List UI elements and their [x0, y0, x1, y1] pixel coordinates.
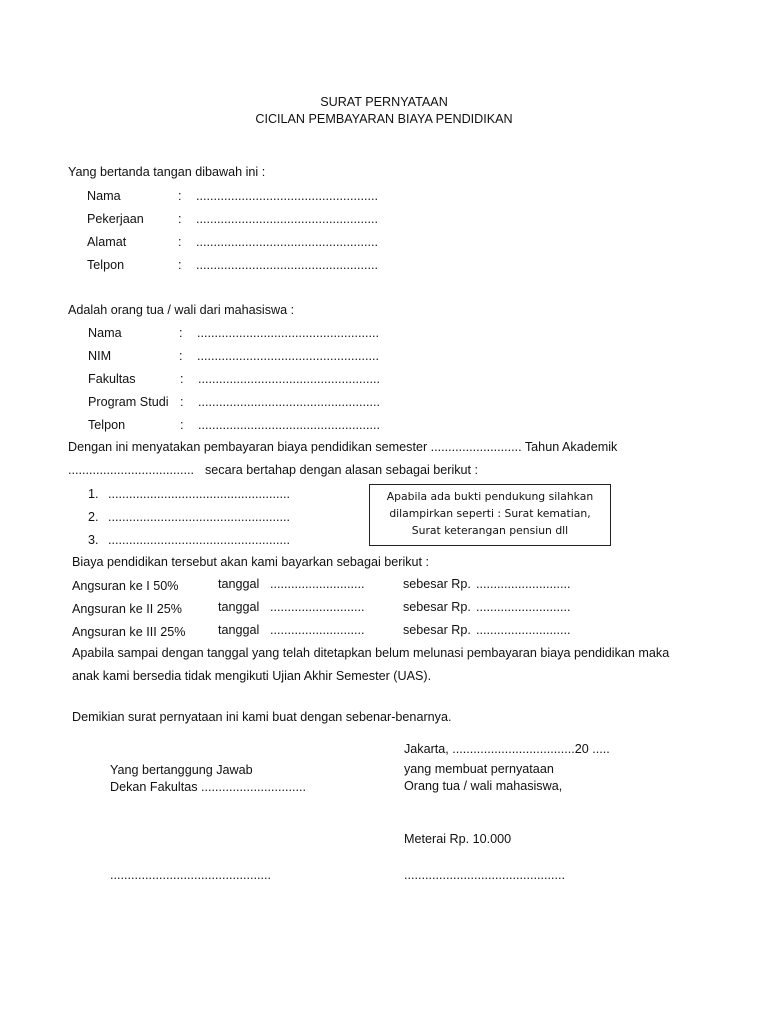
field-value-blank[interactable]: .................................................... — [196, 212, 378, 226]
section1-intro: Yang bertanda tangan dibawah ini : — [68, 165, 266, 179]
closing-statement: Demikian surat pernyataan ini kami buat dengan sebenar-benarnya. — [72, 710, 452, 724]
field-label: Nama — [87, 189, 121, 203]
installment-amount-label: sebesar Rp. — [403, 623, 471, 637]
field-value-blank[interactable]: .................................................... — [198, 372, 380, 386]
stamp-duty-label: Meterai Rp. 10.000 — [404, 832, 512, 846]
reason-number: 1. — [88, 487, 99, 501]
field-label: Alamat — [87, 235, 127, 249]
statement-line2: secara bertahap dengan alasan sebagai berikut : — [205, 463, 479, 477]
field-label: Program Studi — [88, 395, 169, 409]
installment-date-label: tanggal — [218, 577, 260, 591]
field-value-blank[interactable]: .................................................... — [196, 258, 378, 272]
field-value-blank[interactable]: .................................................... — [196, 235, 378, 249]
field-label: Fakultas — [88, 372, 136, 386]
consequence-line1: Apabila sampai dengan tanggal yang telah ditetapkan belum melunasi pembayaran biaya pendidikan maka — [72, 646, 670, 660]
field-value-blank[interactable]: .................................................... — [198, 418, 380, 432]
field-label: Telpon — [87, 258, 125, 272]
field-value-blank[interactable]: .................................................... — [196, 189, 378, 203]
statement-line1: Dengan ini menyatakan pembayaran biaya pendidikan semester .......................... Tahun Akademik — [68, 440, 618, 454]
document-subtitle: CICILAN PEMBAYARAN BIAYA PENDIDIKAN — [255, 112, 513, 126]
installment-label: Angsuran ke II 25% — [72, 602, 182, 616]
reason-blank[interactable]: .................................................... — [108, 487, 290, 501]
field-colon: : — [180, 418, 184, 432]
note-line2: dilampirkan seperti : Surat kematian, — [389, 507, 591, 520]
field-colon: : — [178, 212, 182, 226]
document-title: SURAT PERNYATAAN — [320, 95, 448, 109]
field-label: Telpon — [88, 418, 126, 432]
reason-blank[interactable]: .................................................... — [108, 533, 290, 547]
dean-faculty-line[interactable]: Dekan Fakultas .............................. — [110, 780, 306, 794]
responsible-party-title: Yang bertanggung Jawab — [110, 763, 253, 777]
installment-date-blank[interactable]: ........................... — [270, 577, 365, 591]
installment-label: Angsuran ke I 50% — [72, 579, 179, 593]
field-colon: : — [178, 189, 182, 203]
note-line1: Apabila ada bukti pendukung silahkan — [386, 490, 594, 503]
field-value-blank[interactable]: .................................................... — [197, 349, 379, 363]
installment-date-label: tanggal — [218, 623, 260, 637]
field-colon: : — [178, 235, 182, 249]
field-label: Pekerjaan — [87, 212, 144, 226]
reason-number: 3. — [88, 533, 99, 547]
installment-amount-label: sebesar Rp. — [403, 600, 471, 614]
field-label: NIM — [88, 349, 112, 363]
declarant-title: yang membuat pernyataan — [404, 762, 554, 776]
field-colon: : — [178, 258, 182, 272]
installment-date-blank[interactable]: ........................... — [270, 600, 365, 614]
installment-date-label: tanggal — [218, 600, 260, 614]
supporting-evidence-note — [369, 484, 611, 546]
statement-academic-year-blank[interactable]: .................................... — [68, 463, 194, 477]
parent-signature-line[interactable]: .............................................. — [404, 868, 565, 882]
place-date[interactable]: Jakarta, ...................................20 ..... — [404, 742, 610, 756]
parent-guardian-title: Orang tua / wali mahasiswa, — [404, 779, 563, 793]
field-colon: : — [179, 326, 183, 340]
field-colon: : — [180, 395, 184, 409]
dean-signature-line[interactable]: .............................................. — [110, 868, 271, 882]
field-label: Nama — [88, 326, 122, 340]
reason-blank[interactable]: .................................................... — [108, 510, 290, 524]
field-colon: : — [180, 372, 184, 386]
note-line3: Surat keterangan pensiun dll — [411, 524, 569, 537]
field-value-blank[interactable]: .................................................... — [197, 326, 379, 340]
installment-date-blank[interactable]: ........................... — [270, 623, 365, 637]
consequence-line2: anak kami bersedia tidak mengikuti Ujian Akhir Semester (UAS). — [72, 669, 432, 683]
installment-amount-blank[interactable]: ........................... — [476, 577, 571, 591]
field-colon: : — [179, 349, 183, 363]
field-value-blank[interactable]: .................................................... — [198, 395, 380, 409]
payment-intro: Biaya pendidikan tersebut akan kami bayarkan sebagai berikut : — [72, 555, 430, 569]
section2-intro: Adalah orang tua / wali dari mahasiswa : — [68, 303, 295, 317]
installment-label: Angsuran ke III 25% — [72, 625, 186, 639]
installment-amount-blank[interactable]: ........................... — [476, 623, 571, 637]
installment-amount-blank[interactable]: ........................... — [476, 600, 571, 614]
installment-amount-label: sebesar Rp. — [403, 577, 471, 591]
reason-number: 2. — [88, 510, 99, 524]
